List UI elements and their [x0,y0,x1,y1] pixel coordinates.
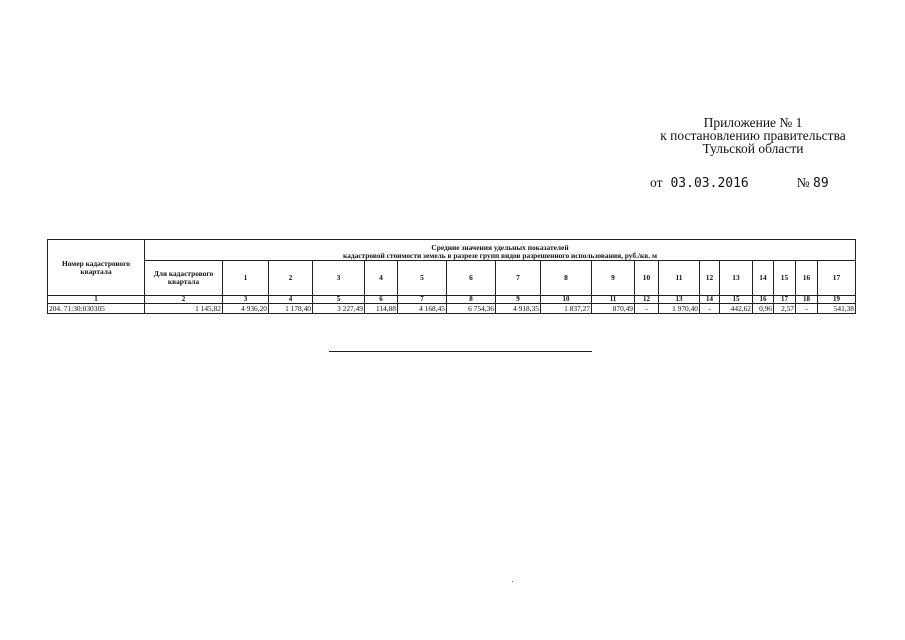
header-group-5: 5 [398,261,447,296]
column-number-7: 7 [398,296,447,304]
scan-speck [512,581,513,582]
header-average-values [145,240,856,261]
header-title-line2: кадастровой стоимости земель в разрезе групп видов разрешенного использования, руб./кв. м [343,251,657,260]
header-group-16: 16 [796,261,818,296]
header-group-17: 17 [818,261,856,296]
table-cell-5: 3 227,49 [313,304,365,314]
cadastral-value-table [47,239,856,314]
from-label: от [650,175,663,190]
header-group-15: 15 [774,261,796,296]
table-cell-9: 4 918,35 [496,304,541,314]
separator-line [329,351,592,352]
header-group-4: 4 [365,261,398,296]
column-number-16: 16 [753,296,774,304]
decree-date: 03.03.2016 [670,176,749,191]
column-number-3: 3 [223,296,269,304]
header-group-11: 11 [659,261,700,296]
table-cell-16: 0,96 [753,304,774,314]
header-group-7: 7 [496,261,541,296]
appendix-subtitle: к постановлению правительства [660,128,846,143]
header-group-13: 13 [720,261,753,296]
column-number-14: 14 [700,296,720,304]
column-number-1: 1 [48,296,145,304]
column-number-11: 11 [592,296,635,304]
column-number-5: 5 [313,296,365,304]
appendix-region: Тульской области [702,141,804,156]
table-cell-6: 114,88 [365,304,398,314]
table-cell-12: - [635,304,659,314]
table-cell-17: 2,57 [774,304,796,314]
column-number-6: 6 [365,296,398,304]
header-group-10: 10 [635,261,659,296]
table-cell-4: 1 178,40 [269,304,313,314]
header-group-6: 6 [447,261,496,296]
table-cell-7: 4 168,45 [398,304,447,314]
header-group-12: 12 [700,261,720,296]
table-cell-13: 1 970,40 [659,304,700,314]
header-quarter-number: Номер кадастрового квартала [48,240,145,296]
column-number-12: 12 [635,296,659,304]
table-cell-11: 870,49 [592,304,635,314]
header-for-quarter: Для кадастрового квартала [145,261,223,296]
header-group-9: 9 [592,261,635,296]
column-number-4: 4 [269,296,313,304]
column-number-9: 9 [496,296,541,304]
header-title-line1: Средние значения удельных показателей [431,243,569,252]
table-cell-19: 541,38 [818,304,856,314]
decree-date-line [650,175,829,191]
header-group-1: 1 [223,261,269,296]
table-cell-10: 1 837,27 [541,304,592,314]
number-label: № [796,175,810,190]
decree-number: 89 [813,176,829,191]
column-number-2: 2 [145,296,223,304]
column-number-13: 13 [659,296,700,304]
header-group-3: 3 [313,261,365,296]
column-number-18: 18 [796,296,818,304]
table-cell-14: - [700,304,720,314]
appendix-title: Приложение № 1 [703,115,803,130]
cell-quarter: 204. 71:30:030305 [48,304,145,314]
column-number-17: 17 [774,296,796,304]
table-cell-2: 1 145,82 [145,304,223,314]
header-group-14: 14 [753,261,774,296]
table-cell-15: 442,62 [720,304,753,314]
table-cell-8: 6 754,36 [447,304,496,314]
column-number-19: 19 [818,296,856,304]
header-group-2: 2 [269,261,313,296]
appendix-header [640,116,866,155]
header-group-8: 8 [541,261,592,296]
table-cell-18: - [796,304,818,314]
column-number-8: 8 [447,296,496,304]
column-number-10: 10 [541,296,592,304]
column-number-15: 15 [720,296,753,304]
table-cell-3: 4 936,20 [223,304,269,314]
